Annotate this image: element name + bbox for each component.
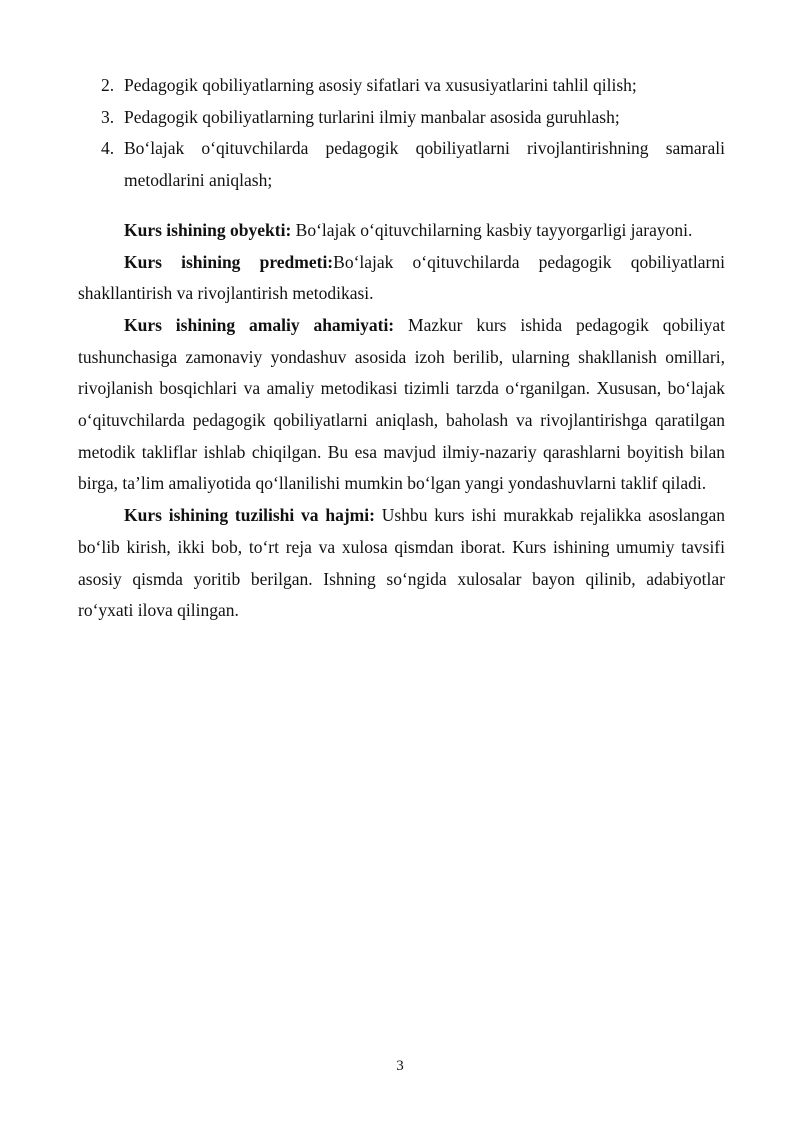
list-item-text: Pedagogik qobiliyatlarning asosiy sifatlari va xususiyatlarini tahlil qilish;	[124, 75, 637, 95]
paragraph-text: Bo‘lajak o‘qituvchilarda pedagogik qobiliyatlarni shakllantirish va rivojlantirish metodikasi.	[78, 251, 725, 304]
document-page	[78, 70, 725, 627]
paragraph-label: Kurs ishining amaliy ahamiyati:	[124, 314, 395, 335]
list-item	[78, 133, 725, 196]
page-number: 3	[396, 1058, 404, 1074]
paragraph-label: Kurs ishining obyekti:	[124, 219, 292, 240]
list-item-text: Bo‘lajak o‘qituvchilarda pedagogik qobiliyatlarni rivojlantirishning samarali metodlarini aniqlash;	[124, 138, 725, 191]
list-item	[78, 70, 725, 102]
paragraph-text: Bo‘lajak o‘qituvchilarning kasbiy tayyorgarligi jarayoni.	[291, 219, 693, 240]
list-item-number: 4.	[101, 138, 115, 159]
paragraph-structure	[78, 500, 725, 627]
paragraph-text: Mazkur kurs ishida pedagogik qobiliyat tushunchasiga zamonaviy yondashuv asosida izoh berilib, ularning shakllanish omillari, rivojlanish bosqichlari va amaliy metodikasi tizimli tarzda o‘rganilgan. Xususan, bo‘lajak o‘qituvchilarda pedagogik qobiliyatlarni aniqlash, baholash va rivojlantirishga qaratilgan metodik takliflar ishlab chiqilgan. Bu esa mavjud ilmiy-nazariy qarashlarni boyitish bilan birga, ta’lim amaliyotida qo‘llanilishi mumkin bo‘lgan yangi yondashuvlarni taklif qiladi.	[78, 314, 725, 494]
paragraph-text: Ushbu kurs ishi murakkab rejalikka asoslangan bo‘lib kirish, ikki bob, to‘rt reja va xulosa qismdan iborat. Kurs ishining umumiy tavsifi asosiy qismda yoritib berilgan. Ishning so‘ngida xulosalar bayon qilinib, adabiyotlar ro‘yxati ilova qilingan.	[78, 505, 725, 621]
task-list	[78, 70, 725, 197]
list-item-number: 2.	[101, 75, 115, 95]
paragraph-label: Kurs ishining predmeti:	[124, 251, 334, 272]
list-item-text: Pedagogik qobiliyatlarning turlarini ilmiy manbalar asosida guruhlash;	[124, 106, 620, 127]
list-item	[78, 102, 725, 134]
paragraph-label: Kurs ishining tuzilishi va hajmi:	[124, 505, 375, 526]
section-spacer	[78, 197, 725, 215]
paragraph-practical-significance	[78, 310, 725, 500]
paragraph-object	[78, 215, 725, 247]
paragraph-subject	[78, 247, 725, 310]
list-item-number: 3.	[101, 106, 115, 127]
